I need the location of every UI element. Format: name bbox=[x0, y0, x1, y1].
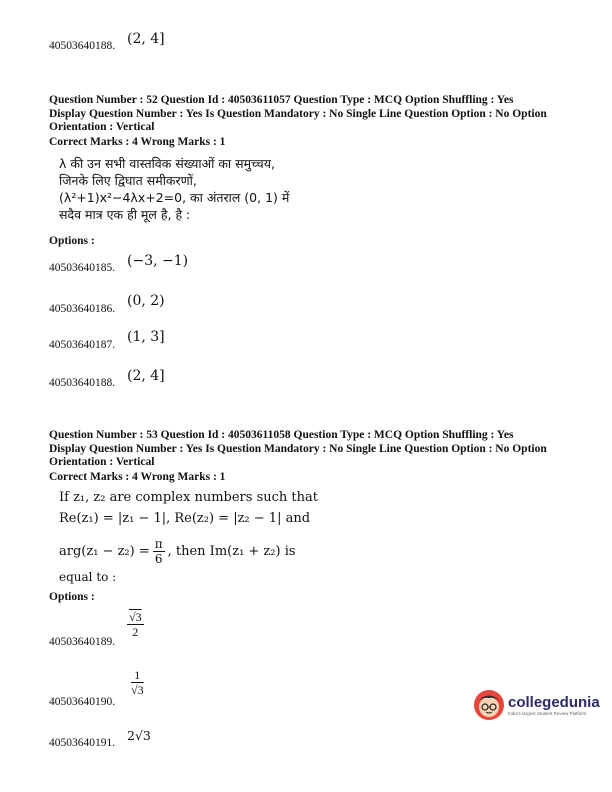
q53-then-text: , then Im(z₁ + z₂) is bbox=[167, 544, 296, 559]
q52-question-text: λ की उन सभी वास्तविक संख्याओं का समुच्चय, जिनके लिए द्विघात समीकरणों, (λ²+1)x²−4λx+2=0, का अंतराल (0, 1) में सदैव मात्र एक ही मूल है, है : bbox=[59, 156, 290, 222]
option-value: (2, 4] bbox=[127, 368, 165, 384]
option-id: 40503640187. bbox=[49, 339, 116, 351]
q53-question-line1: If z₁, z₂ are complex numbers such that bbox=[59, 490, 318, 505]
q53-question-line4: equal to : bbox=[59, 570, 117, 584]
option-value: (2, 4] bbox=[127, 31, 165, 47]
mascot-icon bbox=[472, 688, 506, 722]
option-id: 40503640188. bbox=[49, 377, 116, 389]
option-value: (1, 3] bbox=[127, 329, 165, 345]
q53-question-line2: Re(z₁) = |z₁ − 1|, Re(z₂) = |z₂ − 1| and bbox=[59, 511, 311, 526]
option-id: 40503640191. bbox=[49, 737, 116, 749]
q53-arg-text: arg(z₁ − z₂) = bbox=[59, 544, 150, 559]
q52-options-label: Options : bbox=[49, 235, 95, 247]
option-id: 40503640186. bbox=[49, 303, 116, 315]
option-id: 40503640190. bbox=[49, 696, 116, 708]
q53-marks: Correct Marks : 4 Wrong Marks : 1 bbox=[49, 471, 226, 483]
logo-brand: collegedunia bbox=[508, 694, 600, 711]
q53-options-label: Options : bbox=[49, 591, 95, 603]
logo-tagline: India's largest Student Review Platform bbox=[508, 711, 587, 716]
q53-question-line3 bbox=[59, 537, 296, 566]
option-id: 40503640188. bbox=[49, 40, 116, 52]
q53-meta: Question Number : 53 Question Id : 40503611058 Question Type : MCQ Option Shuffling : Yes Display Question Number : Yes Is Question Mandatory : No Single Line Question Option : No Option Orientation : Vertical bbox=[49, 429, 547, 468]
option-value: $\frac{√3}{2}$ bbox=[129, 610, 142, 639]
option-value: 2√3 bbox=[127, 728, 151, 743]
option-id: 40503640185. bbox=[49, 262, 116, 274]
option-value: $\frac{1}{√3}$ bbox=[131, 668, 144, 697]
pi-over-six: $\frac{\pi}{6}$ bbox=[154, 537, 163, 566]
option-value: (0, 2) bbox=[127, 293, 165, 309]
q52-marks: Correct Marks : 4 Wrong Marks : 1 bbox=[49, 136, 226, 148]
q52-meta: Question Number : 52 Question Id : 40503611057 Question Type : MCQ Option Shuffling : Yes Display Question Number : Yes Is Question Mandatory : No Single Line Question Option : No Option Orientation : Vertical bbox=[49, 94, 547, 133]
option-value: (−3, −1) bbox=[127, 253, 189, 269]
collegedunia-logo bbox=[472, 688, 600, 722]
option-id: 40503640189. bbox=[49, 636, 116, 648]
